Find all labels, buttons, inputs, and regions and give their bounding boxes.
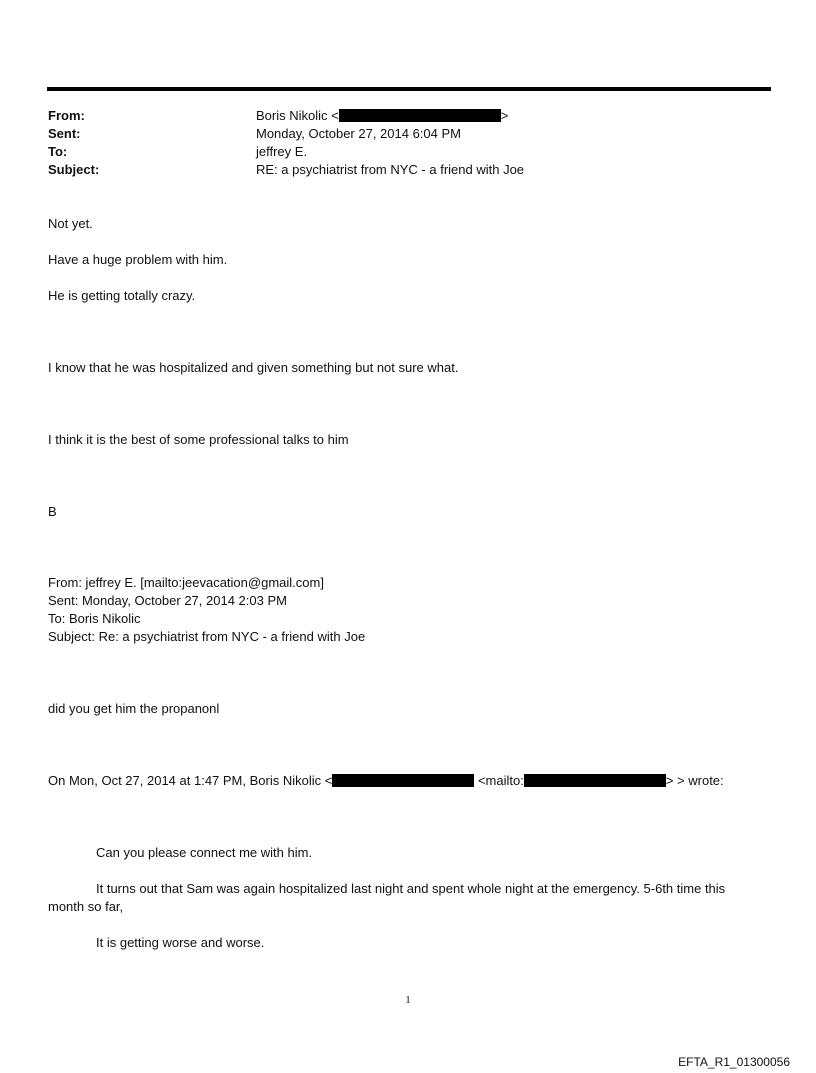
wrote-prefix: On Mon, Oct 27, 2014 at 1:47 PM, Boris Nikolic <: [48, 773, 333, 788]
sent-label: Sent:: [48, 126, 81, 141]
quoted-wrote-line: [48, 772, 724, 790]
from-value: [256, 107, 508, 125]
quoted-paragraph: It is getting worse and worse.: [96, 935, 265, 950]
to-label: To:: [48, 144, 68, 159]
subject-label: Subject:: [48, 162, 100, 177]
quoted-sent: Sent: Monday, October 27, 2014 2:03 PM: [48, 593, 287, 608]
quoted-paragraph-line: month so far,: [48, 899, 124, 914]
quoted-message: did you get him the propanonl: [48, 701, 220, 716]
to-value: jeffrey E.: [256, 144, 308, 159]
body-paragraph: He is getting totally crazy.: [48, 288, 196, 303]
quoted-paragraph-line: It turns out that Sam was again hospitalized last night and spent whole night at the emergency. 5-6th time this: [96, 881, 726, 896]
quoted-subject: Subject: Re: a psychiatrist from NYC - a friend with Joe: [48, 629, 366, 644]
quoted-to: To: Boris Nikolic: [48, 611, 141, 626]
body-paragraph: I know that he was hospitalized and given something but not sure what.: [48, 360, 459, 375]
body-paragraph: I think it is the best of some professional talks to him: [48, 432, 349, 447]
body-paragraph: Not yet.: [48, 216, 93, 231]
subject-value: RE: a psychiatrist from NYC - a friend with Joe: [256, 162, 525, 177]
page-number: 1: [405, 994, 411, 1006]
wrote-mailto: <mailto:: [477, 773, 524, 788]
quoted-from: From: jeffrey E. [mailto:jeevacation@gmail.com]: [48, 575, 324, 590]
body-paragraph: Have a huge problem with him.: [48, 252, 228, 267]
redaction-box: [332, 774, 474, 787]
bates-number: EFTA_R1_01300056: [678, 1055, 790, 1069]
header-divider: [47, 87, 771, 91]
redaction-box: [339, 109, 501, 122]
sent-value: Monday, October 27, 2014 6:04 PM: [256, 126, 461, 141]
redaction-box: [524, 774, 666, 787]
wrote-suffix: > > wrote:: [665, 773, 724, 788]
from-label: From:: [48, 108, 85, 123]
quoted-paragraph: [48, 880, 768, 916]
from-name: Boris Nikolic <: [256, 108, 339, 123]
quoted-paragraph: Can you please connect me with him.: [96, 845, 313, 860]
from-close: >: [500, 108, 509, 123]
signature: B: [48, 504, 57, 519]
